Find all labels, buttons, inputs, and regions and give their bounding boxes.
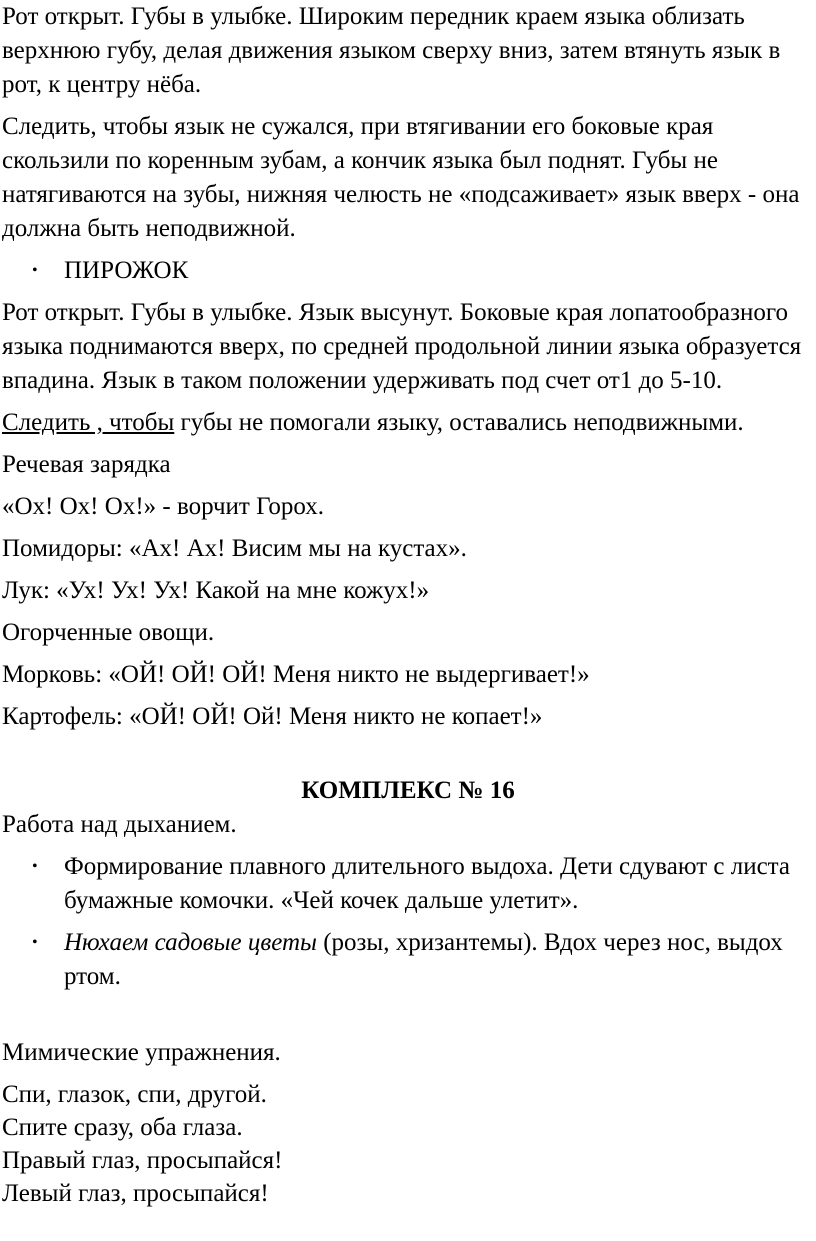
bullet-icon: • bbox=[32, 262, 38, 279]
bullet-icon: • bbox=[32, 934, 38, 951]
list-item-pirozhok bbox=[2, 254, 814, 288]
speech-line: Морковь: «ОЙ! ОЙ! ОЙ! Меня никто не выдергивает!» bbox=[2, 661, 590, 688]
section-heading: КОМПЛЕКС № 16 bbox=[301, 777, 515, 804]
list-item-text: (розы, хризантемы). Вдох через нос, выдох ртом. bbox=[64, 929, 783, 990]
list-item-label: ПИРОЖОК bbox=[64, 257, 189, 284]
paragraph-pirozhok-description: Рот открыт. Губы в улыбке. Язык высунут. Боковые края лопатообразного языка поднимаются вверх, по средней продольной линии языка образуется впадина. Язык в таком положении удерживать под счет от1 до 5-10. bbox=[2, 299, 802, 394]
italic-text: Нюхаем садовые цветы bbox=[64, 929, 317, 956]
speech-warmup-title: Речевая зарядка bbox=[2, 451, 171, 478]
poem-line: Спи, глазок, спи, другой. bbox=[2, 1081, 267, 1108]
bullet-icon: • bbox=[32, 858, 38, 875]
paragraph-text: губы не помогали языку, оставались неподвижными. bbox=[174, 409, 744, 436]
speech-line: Помидоры: «Ах! Ах! Висим мы на кустах». bbox=[2, 535, 467, 562]
speech-line: Лук: «Ух! Ух! Ух! Какой на мне кожух!» bbox=[2, 577, 430, 604]
underlined-text: Следить , чтобы bbox=[2, 409, 175, 436]
paragraph-exercise-description: Рот открыт. Губы в улыбке. Широким передник краем языка облизать верхнюю губу, делая движения языком сверху вниз, затем втянуть язык в рот, к центру нёба. bbox=[2, 3, 781, 98]
list-item-exhale bbox=[2, 850, 814, 918]
speech-line: Картофель: «ОЙ! ОЙ! Ой! Меня никто не копает!» bbox=[2, 703, 543, 730]
speech-line: «Ох! Ох! Ох!» - ворчит Горох. bbox=[2, 493, 324, 520]
mimic-exercises-title: Мимические упражнения. bbox=[2, 1039, 281, 1066]
breathing-title: Работа над дыханием. bbox=[2, 811, 237, 838]
poem-line: Спите сразу, оба глаза. bbox=[2, 1114, 243, 1141]
paragraph-exercise-notes: Следить, чтобы язык не сужался, при втягивании его боковые края скользили по коренным зубам, а кончик языка был поднят. Губы не натягиваются на зубы, нижняя челюсть не «подсаживает» язык вверх - она должна быть неподвижной. bbox=[2, 113, 800, 242]
document-page bbox=[2, 0, 814, 1210]
list-item-flowers bbox=[2, 926, 814, 994]
speech-line: Огорченные овощи. bbox=[2, 619, 215, 646]
poem-line: Правый глаз, просыпайся! bbox=[2, 1147, 283, 1174]
paragraph-pirozhok-notes bbox=[2, 406, 814, 440]
poem bbox=[2, 1078, 814, 1210]
list-item-text: Формирование плавного длительного выдоха. Дети сдувают с листа бумажные комочки. «Чей кочек дальше улетит». bbox=[64, 853, 791, 914]
poem-line: Левый глаз, просыпайся! bbox=[2, 1180, 269, 1207]
